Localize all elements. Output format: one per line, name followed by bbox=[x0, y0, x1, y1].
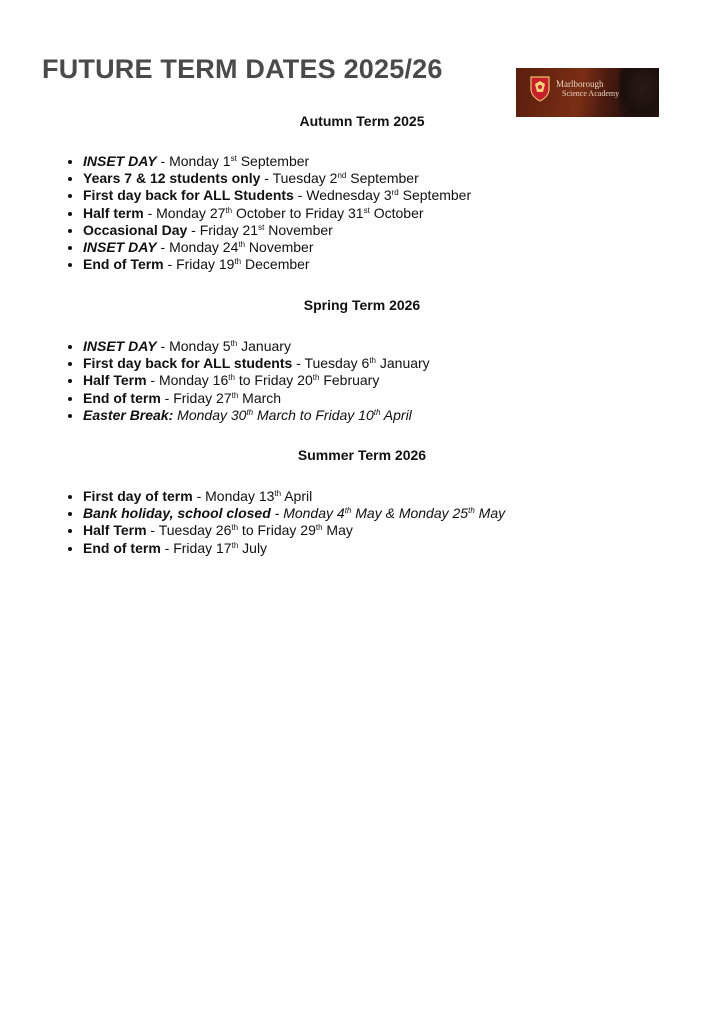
list-item bbox=[83, 239, 471, 256]
item-label: End of term bbox=[83, 389, 161, 406]
ordinal-suffix: th bbox=[225, 205, 233, 215]
item-date bbox=[144, 205, 424, 221]
date-text: - Monday 16 bbox=[146, 372, 229, 389]
list-item bbox=[83, 407, 430, 424]
list-item bbox=[83, 222, 471, 239]
ordinal-suffix: th bbox=[228, 373, 235, 383]
term-heading-autumn: Autumn Term 2025 bbox=[299, 113, 425, 129]
date-text: May bbox=[474, 505, 506, 522]
date-text: - Monday 27 bbox=[143, 204, 226, 221]
item-label: Half term bbox=[83, 204, 144, 221]
ordinal-suffix: th bbox=[312, 373, 320, 383]
date-text: March to Friday 10 bbox=[253, 406, 374, 423]
date-text: - Monday 13 bbox=[192, 488, 275, 504]
item-date bbox=[173, 407, 412, 423]
date-text: - Tuesday 6 bbox=[292, 355, 370, 372]
term-heading-spring: Spring Term 2026 bbox=[303, 297, 421, 313]
list-item bbox=[83, 355, 430, 372]
date-text: November bbox=[264, 221, 333, 238]
item-date bbox=[294, 187, 471, 203]
ordinal-suffix: st bbox=[230, 154, 237, 163]
list-item bbox=[83, 153, 471, 170]
item-label: Bank holiday, school closed bbox=[83, 505, 271, 522]
date-text: April bbox=[380, 406, 412, 423]
item-label: Years 7 & 12 students only bbox=[83, 170, 261, 187]
item-label: End of term bbox=[83, 539, 161, 556]
date-text: - Tuesday 2 bbox=[260, 170, 338, 187]
ordinal-suffix: th bbox=[315, 523, 323, 533]
date-text: July bbox=[238, 539, 268, 556]
item-date bbox=[292, 355, 429, 371]
ordinal-suffix: th bbox=[230, 339, 238, 348]
list-item bbox=[83, 187, 471, 204]
school-logo bbox=[516, 68, 659, 117]
item-label: First day back for ALL Students bbox=[83, 187, 294, 204]
date-text: - Monday 1 bbox=[156, 153, 231, 169]
list-item bbox=[83, 505, 505, 522]
ordinal-suffix: st bbox=[363, 205, 370, 215]
date-text: September bbox=[236, 153, 310, 169]
date-text: - Friday 21 bbox=[187, 221, 259, 238]
item-label: End of Term bbox=[83, 256, 164, 273]
item-label: First day of term bbox=[83, 488, 193, 504]
ordinal-suffix: th bbox=[234, 257, 242, 267]
date-text: December bbox=[241, 256, 310, 273]
date-text: to Friday 29 bbox=[238, 522, 316, 539]
item-label: INSET DAY bbox=[83, 239, 157, 256]
ordinal-suffix: th bbox=[231, 390, 239, 400]
date-text: January bbox=[375, 355, 430, 372]
term-list-spring bbox=[62, 338, 430, 424]
list-item bbox=[83, 205, 471, 222]
logo-text-line2: Science Academy bbox=[562, 89, 620, 98]
ordinal-suffix: th bbox=[369, 356, 376, 366]
ordinal-suffix: th bbox=[468, 506, 475, 516]
crest-icon bbox=[530, 76, 550, 102]
date-text: - Friday 27 bbox=[160, 389, 232, 406]
item-label: Easter Break: bbox=[83, 406, 174, 423]
item-label: First day back for ALL students bbox=[83, 355, 293, 372]
ordinal-suffix: th bbox=[246, 407, 254, 417]
date-text: to Friday 20 bbox=[234, 372, 313, 389]
list-item bbox=[83, 256, 471, 273]
date-text: September bbox=[398, 187, 472, 204]
logo-text-line1: Marlborough bbox=[556, 79, 604, 89]
list-item bbox=[83, 170, 471, 187]
item-date bbox=[161, 540, 267, 556]
ordinal-suffix: th bbox=[231, 540, 239, 550]
term-list-summer bbox=[62, 488, 505, 557]
ordinal-suffix: th bbox=[231, 523, 239, 533]
item-date bbox=[157, 239, 314, 255]
list-item bbox=[83, 390, 430, 407]
item-date bbox=[164, 256, 310, 272]
date-text: November bbox=[245, 239, 314, 256]
item-label: INSET DAY bbox=[83, 338, 157, 354]
item-date bbox=[157, 153, 310, 169]
date-text: May bbox=[322, 522, 353, 539]
ordinal-suffix: st bbox=[258, 222, 265, 232]
list-item bbox=[83, 488, 505, 505]
date-text: - Wednesday 3 bbox=[293, 187, 392, 204]
item-label: Half Term bbox=[83, 522, 147, 539]
item-label: Half Term bbox=[83, 372, 147, 389]
item-date bbox=[193, 488, 313, 504]
logo-photo bbox=[619, 68, 659, 117]
term-list-autumn bbox=[62, 153, 471, 273]
list-item bbox=[83, 522, 505, 539]
date-text: February bbox=[319, 372, 380, 389]
term-heading-summer: Summer Term 2026 bbox=[297, 447, 427, 463]
page-title: FUTURE TERM DATES 2025/26 bbox=[42, 54, 443, 84]
item-date bbox=[260, 170, 418, 186]
item-date bbox=[157, 338, 291, 354]
date-text: April bbox=[281, 488, 313, 504]
date-text: - Monday 5 bbox=[156, 338, 231, 354]
date-text: - Monday 4 bbox=[270, 505, 345, 522]
date-text: October bbox=[369, 204, 424, 221]
date-text: - Friday 19 bbox=[163, 256, 235, 273]
ordinal-suffix: th bbox=[344, 506, 352, 516]
date-text: - Tuesday 26 bbox=[146, 522, 232, 539]
date-text: September bbox=[346, 170, 419, 187]
list-item bbox=[83, 540, 505, 557]
list-item bbox=[83, 338, 430, 355]
date-text: - Friday 17 bbox=[160, 539, 232, 556]
item-date bbox=[187, 222, 333, 238]
item-date bbox=[271, 505, 505, 521]
ordinal-suffix: nd bbox=[337, 171, 347, 181]
date-text: Monday 30 bbox=[173, 406, 247, 423]
ordinal-suffix: rd bbox=[391, 188, 399, 198]
item-date bbox=[147, 372, 380, 388]
list-item bbox=[83, 372, 430, 389]
ordinal-suffix: th bbox=[274, 489, 282, 498]
item-label: Occasional Day bbox=[83, 221, 188, 238]
ordinal-suffix: th bbox=[373, 407, 381, 417]
date-text: January bbox=[237, 338, 291, 354]
date-text: October to Friday 31 bbox=[232, 204, 364, 221]
date-text: March bbox=[238, 389, 282, 406]
ordinal-suffix: th bbox=[238, 240, 246, 250]
item-date bbox=[147, 522, 353, 538]
date-text: May & Monday 25 bbox=[351, 505, 469, 522]
item-label: INSET DAY bbox=[83, 153, 157, 169]
item-date bbox=[161, 390, 281, 406]
date-text: - Monday 24 bbox=[156, 239, 239, 256]
